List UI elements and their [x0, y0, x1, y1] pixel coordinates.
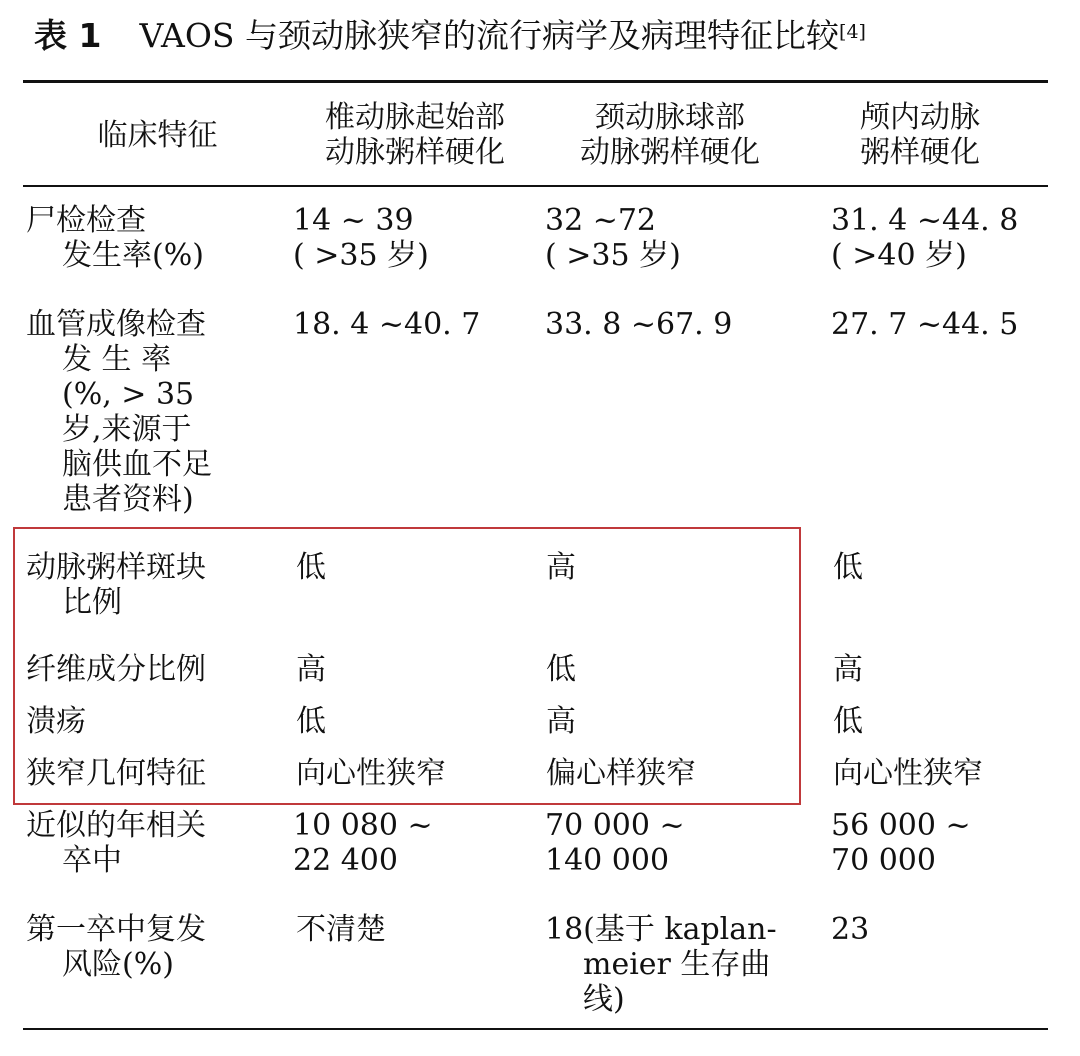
table-row-ulcer-intracranial: 低 [833, 704, 863, 739]
header-carotid: 颈动脉球部 动脉粥样硬化 [580, 100, 760, 170]
table-row-autopsy-intracranial: 31. 4 ~44. 8 ( >40 岁) [831, 203, 1019, 273]
table-row-plaque-intracranial: 低 [833, 550, 863, 585]
table-row-geometry-intracranial: 向心性狭窄 [833, 756, 983, 791]
table-row-stroke-vertebral: 10 080 ~ 22 400 [293, 808, 433, 878]
table-row-plaque-feature: 动脉粥样斑块 比例 [26, 550, 206, 620]
table-row-fibrous-intracranial: 高 [833, 652, 863, 687]
table-row-autopsy-carotid: 32 ~72 ( >35 岁) [545, 203, 681, 273]
table-row-fibrous-feature: 纤维成分比例 [26, 652, 206, 687]
table-row-ulcer-vertebral: 低 [296, 704, 326, 739]
table-row-imaging-intracranial: 27. 7 ~44. 5 [831, 307, 1019, 342]
reference-mark: [4] [839, 21, 866, 43]
table-row-ulcer-feature: 溃疡 [26, 704, 86, 739]
table-row-stroke-carotid: 70 000 ~ 140 000 [545, 808, 685, 878]
table-row-recurrence-intracranial: 23 [831, 912, 870, 947]
top-rule [23, 80, 1048, 83]
table-title-text: VAOS 与颈动脉狭窄的流行病学及病理特征比较 [139, 16, 840, 55]
table-number: 表 1 [34, 16, 102, 55]
header-rule [23, 185, 1048, 187]
table-row-autopsy-feature: 尸检检查 发生率(%) [26, 203, 204, 273]
table-row-ulcer-carotid: 高 [546, 704, 576, 739]
bottom-rule [23, 1028, 1048, 1030]
table-row-plaque-vertebral: 低 [296, 550, 326, 585]
table-row-geometry-vertebral: 向心性狭窄 [296, 756, 446, 791]
table-row-autopsy-vertebral: 14 ~ 39 ( >35 岁) [293, 203, 429, 273]
table-row-imaging-carotid: 33. 8 ~67. 9 [545, 307, 733, 342]
header-feature: 临床特征 [97, 118, 218, 153]
table-row-imaging-vertebral: 18. 4 ~40. 7 [293, 307, 481, 342]
table-row-stroke-intracranial: 56 000 ~ 70 000 [831, 808, 971, 878]
table-row-fibrous-carotid: 低 [546, 652, 576, 687]
header-vertebral: 椎动脉起始部 动脉粥样硬化 [325, 100, 505, 170]
table-row-plaque-carotid: 高 [546, 550, 576, 585]
table-row-geometry-feature: 狭窄几何特征 [26, 756, 206, 791]
table-row-recurrence-feature: 第一卒中复发 风险(%) [26, 912, 206, 982]
table-row-geometry-carotid: 偏心样狭窄 [546, 756, 696, 791]
header-intracranial: 颅内动脉 粥样硬化 [860, 100, 980, 170]
table-row-fibrous-vertebral: 高 [296, 652, 326, 687]
table-row-stroke-feature: 近似的年相关 卒中 [26, 808, 206, 878]
table-title [34, 14, 866, 58]
table-row-recurrence-carotid: 18(基于 kaplan- meier 生存曲 线) [545, 912, 777, 1017]
table-row-recurrence-vertebral: 不清楚 [296, 912, 386, 947]
table-row-imaging-feature: 血管成像检查 发 生 率 (%, > 35 岁,来源于 脑供血不足 患者资料) [26, 307, 212, 517]
